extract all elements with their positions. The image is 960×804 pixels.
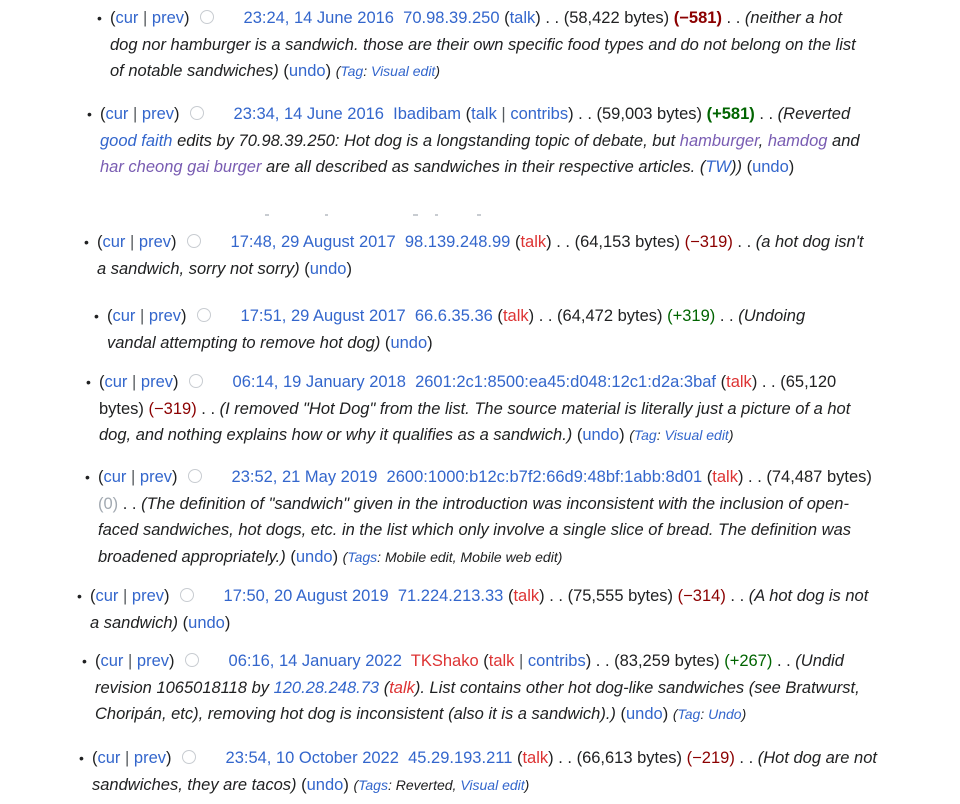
cur-link[interactable]: cur bbox=[104, 373, 128, 391]
talk-link[interactable]: talk bbox=[520, 233, 547, 251]
prev-link[interactable]: prev bbox=[151, 9, 185, 27]
history-entry: • (cur | prev) 23:52, 21 May 2019 2600:1000:b12c:b7f2:66d9:48bf:1abb:8d01 (talk) . . (74,487 bytes) (0) . . (The definition of "sandwich" given in the introduction was inconsistent with the inclusion of open-faced sandwiches, hot dogs, etc. in the list which only involve a single slice of bread. The definition was broadened appropriately.) (undo) (Tags: Mobile edit, Mobile web edit) bbox=[98, 464, 873, 570]
tag-list: (Tags: Mobile edit, Mobile web edit) bbox=[342, 548, 563, 565]
byte-diff: (0) bbox=[98, 494, 119, 513]
timestamp-link[interactable]: 06:14, 19 January 2018 bbox=[232, 373, 406, 391]
cur-link[interactable]: cur bbox=[97, 749, 121, 767]
user-link[interactable]: 45.29.193.211 bbox=[408, 749, 513, 767]
history-entry: • (cur | prev) 06:16, 14 January 2022 TKShako (talk | contribs) . . (83,259 bytes) (+267) . . (Undid revision 1065018118 by 120.28.248.73 (talk). List contains other hot dog-like sandwiches (see Bratwurst, Choripán, etc), removing hot dog is inconsistent (also it is a sandwich).) (undo) (Tag: Undo) bbox=[95, 648, 870, 728]
bullet: • bbox=[79, 750, 84, 766]
timestamp-link[interactable]: 17:50, 20 August 2019 bbox=[223, 587, 389, 605]
revision-radio[interactable] bbox=[185, 653, 199, 667]
prev-link[interactable]: prev bbox=[138, 233, 172, 251]
undo-link[interactable]: undo bbox=[582, 426, 620, 444]
contribs-link[interactable]: contribs bbox=[527, 652, 586, 670]
cur-link[interactable]: cur bbox=[95, 587, 119, 605]
prev-link[interactable]: prev bbox=[140, 373, 174, 391]
undo-link[interactable]: undo bbox=[188, 613, 225, 632]
undo-link[interactable]: undo bbox=[309, 259, 347, 278]
byte-size: (58,422 bytes) bbox=[563, 9, 670, 27]
tag-link[interactable]: Visual edit bbox=[370, 63, 436, 79]
byte-size: (66,613 bytes) bbox=[576, 749, 683, 767]
prev-link[interactable]: prev bbox=[141, 105, 175, 123]
bullet: • bbox=[86, 374, 91, 390]
cur-link[interactable]: cur bbox=[105, 105, 129, 123]
talk-link[interactable]: talk bbox=[522, 749, 549, 767]
byte-diff: (+319) bbox=[667, 307, 716, 325]
tag-link[interactable]: Undo bbox=[708, 706, 742, 722]
byte-diff: (−319) bbox=[684, 233, 733, 251]
cur-link[interactable]: cur bbox=[112, 307, 136, 325]
user-link[interactable]: 66.6.35.36 bbox=[414, 307, 493, 325]
byte-size: (83,259 bytes) bbox=[614, 652, 720, 670]
tag-list: (Tag: Visual edit) bbox=[335, 63, 440, 79]
byte-diff: (−219) bbox=[686, 749, 735, 767]
history-entry: • (cur | prev) 23:34, 14 June 2016 Ibadibam (talk | contribs) . . (59,003 bytes) (+581) . . (Reverted good faith edits by 70.98.39.250: Hot dog is a longstanding topic of debate, but hamburger, hamdog and har cheong gai burger are all described as sandwiches in their respective articles. (TW)) (undo) bbox=[100, 101, 860, 181]
good-faith-link[interactable]: good faith bbox=[100, 131, 173, 150]
cur-link[interactable]: cur bbox=[102, 233, 126, 251]
cur-link[interactable]: cur bbox=[100, 652, 124, 670]
contribs-link[interactable]: contribs bbox=[510, 105, 569, 123]
clipped-text-fragment bbox=[265, 214, 495, 220]
byte-diff: (−314) bbox=[677, 587, 726, 605]
undo-link[interactable]: undo bbox=[288, 62, 326, 80]
hamdog-link[interactable]: hamdog bbox=[767, 131, 828, 150]
revision-radio[interactable] bbox=[190, 106, 204, 120]
tag-list: (Tag: Visual edit) bbox=[629, 427, 734, 443]
tags-label-link[interactable]: Tags bbox=[347, 548, 378, 565]
prev-link[interactable]: prev bbox=[136, 652, 170, 670]
byte-size: (59,003 bytes) bbox=[596, 105, 702, 123]
byte-diff: (+581) bbox=[706, 105, 755, 123]
user-link[interactable]: 2601:2c1:8500:ea45:d048:12c1:d2a:3baf bbox=[415, 373, 717, 391]
tags-label-link[interactable]: Tags bbox=[358, 776, 388, 793]
revision-radio[interactable] bbox=[182, 750, 196, 764]
revision-radio[interactable] bbox=[200, 10, 214, 24]
user-link[interactable]: 2600:1000:b12c:b7f2:66d9:48bf:1abb:8d01 bbox=[386, 468, 703, 486]
byte-diff: (+267) bbox=[724, 652, 773, 670]
talk-link[interactable]: talk bbox=[712, 468, 738, 486]
bullet: • bbox=[82, 653, 87, 669]
bullet: • bbox=[85, 469, 90, 485]
prev-link[interactable]: prev bbox=[131, 587, 165, 605]
hamburger-link[interactable]: hamburger bbox=[679, 131, 759, 150]
user-link[interactable]: 98.139.248.99 bbox=[404, 233, 511, 251]
byte-size: (74,487 bytes) bbox=[766, 468, 872, 486]
history-entry: • (cur | prev) 17:48, 29 August 2017 98.139.248.99 (talk) . . (64,153 bytes) (−319) . . (a hot dog isn't a sandwich, sorry not sorry) (undo) bbox=[97, 229, 867, 282]
edit-summary: (I removed "Hot Dog" from the list. The source material is literally just a picture of a hot dog, and nothing explains how or why it qualifies as a sandwich.) bbox=[99, 399, 851, 444]
tag-label-link[interactable]: Tag bbox=[633, 427, 657, 443]
user-link[interactable]: Ibadibam bbox=[393, 105, 462, 123]
prev-link[interactable]: prev bbox=[148, 307, 182, 325]
talk-link[interactable]: talk bbox=[488, 652, 515, 670]
timestamp-link[interactable]: 06:16, 14 January 2022 bbox=[228, 652, 402, 670]
history-entry: • (cur | prev) 23:24, 14 June 2016 70.98.39.250 (talk) . . (58,422 bytes) (−581) . . (neither a hot dog nor hamburger is a sandwich. those are their own specific food types and do not belong on the list of notable sandwiches) (undo) (Tag: Visual edit) bbox=[110, 5, 860, 85]
timestamp-link[interactable]: 17:51, 29 August 2017 bbox=[240, 307, 406, 325]
timestamp-link[interactable]: 23:24, 14 June 2016 bbox=[243, 9, 394, 27]
cur-link[interactable]: cur bbox=[103, 468, 127, 486]
byte-diff: (−581) bbox=[673, 9, 722, 27]
twinkle-link[interactable]: TW bbox=[705, 158, 731, 176]
revision-radio[interactable] bbox=[197, 308, 211, 322]
bullet: • bbox=[77, 588, 82, 604]
history-entry: • (cur | prev) 06:14, 19 January 2018 2601:2c1:8500:ea45:d048:12c1:d2a:3baf (talk) . . (65,120 bytes) (−319) . . (I removed "Hot Dog" from the list. The source material is literally just a picture of a hot dog, and nothing explains how or why it qualifies as a sandwich.) (undo) (Tag: Visual edit) bbox=[99, 369, 874, 449]
revision-radio[interactable] bbox=[188, 469, 202, 483]
undo-link[interactable]: undo bbox=[306, 775, 344, 794]
tag-list: (Tag: Undo) bbox=[672, 706, 747, 722]
bullet: • bbox=[84, 234, 89, 250]
undo-link[interactable]: undo bbox=[390, 333, 428, 352]
history-entry: • (cur | prev) 17:51, 29 August 2017 66.6.35.36 (talk) . . (64,472 bytes) (+319) . . (Undoing vandal attempting to remove hot dog) (undo) bbox=[107, 303, 847, 356]
edit-summary: (The definition of "sandwich" given in the introduction was inconsistent with the inclusion of open-faced sandwiches, hot dogs, etc. in the list which only involve a single slice of bread. The definition was broadened appropriately.) bbox=[98, 494, 851, 566]
reverted-user-talk-link[interactable]: talk bbox=[389, 678, 415, 697]
edit-summary: (Reverted good faith edits by 70.98.39.250: Hot dog is a longstanding topic of debate, but hamburger, hamdog and har cheong gai burger are all described as sandwiches in their respective articles. (TW)) bbox=[100, 105, 860, 176]
talk-link[interactable]: talk bbox=[726, 373, 752, 391]
timestamp-link[interactable]: 23:52, 21 May 2019 bbox=[231, 468, 378, 486]
history-entry: • (cur | prev) 17:50, 20 August 2019 71.224.213.33 (talk) . . (75,555 bytes) (−314) . . (A hot dog is not a sandwich) (undo) bbox=[90, 583, 875, 636]
revision-radio[interactable] bbox=[180, 588, 194, 602]
edit-summary: (A hot dog is not a sandwich) bbox=[90, 587, 869, 632]
talk-link[interactable]: talk bbox=[513, 587, 540, 605]
byte-size: (65,120 bytes) bbox=[99, 373, 837, 418]
byte-diff: (−319) bbox=[148, 399, 197, 418]
har-cheong-gai-burger-link[interactable]: har cheong gai burger bbox=[100, 158, 262, 176]
tag-link[interactable]: Visual edit bbox=[460, 776, 525, 793]
talk-link[interactable]: talk bbox=[502, 307, 529, 325]
prev-link[interactable]: prev bbox=[139, 468, 173, 486]
bullet: • bbox=[97, 10, 102, 26]
timestamp-link[interactable]: 23:34, 14 June 2016 bbox=[233, 105, 384, 123]
talk-link[interactable]: talk bbox=[509, 9, 536, 27]
byte-size: (64,472 bytes) bbox=[557, 307, 663, 325]
tag-label-link[interactable]: Tag bbox=[340, 63, 364, 79]
reverted-user-link[interactable]: 120.28.248.73 bbox=[273, 678, 380, 697]
prev-link[interactable]: prev bbox=[133, 749, 167, 767]
bullet: • bbox=[94, 308, 99, 324]
talk-link[interactable]: talk bbox=[471, 105, 497, 123]
user-link[interactable]: 71.224.213.33 bbox=[397, 587, 504, 605]
undo-link[interactable]: undo bbox=[626, 705, 663, 723]
timestamp-link[interactable]: 23:54, 10 October 2022 bbox=[225, 749, 399, 767]
edit-summary: (Hot dog are not sandwiches, they are tacos) bbox=[92, 749, 877, 794]
tag-label-link[interactable]: Tag bbox=[677, 706, 701, 722]
cur-link[interactable]: cur bbox=[115, 9, 139, 27]
edit-summary: (Undid revision 1065018118 by 120.28.248.73 (talk). List contains other hot dog-like sandwiches (see Bratwurst, Choripán, etc), removing hot dog is inconsistent (also it is a sandwich).) bbox=[95, 652, 860, 723]
edit-summary: (Undoing vandal attempting to remove hot dog) bbox=[107, 307, 806, 352]
undo-link[interactable]: undo bbox=[295, 547, 333, 566]
byte-size: (64,153 bytes) bbox=[574, 233, 681, 251]
byte-size: (75,555 bytes) bbox=[567, 587, 674, 605]
timestamp-link[interactable]: 17:48, 29 August 2017 bbox=[230, 233, 396, 251]
user-link[interactable]: TKShako bbox=[410, 652, 479, 670]
edit-summary: (a hot dog isn't a sandwich, sorry not sorry) bbox=[97, 233, 864, 278]
undo-link[interactable]: undo bbox=[752, 158, 789, 176]
history-entry: • (cur | prev) 23:54, 10 October 2022 45.29.193.211 (talk) . . (66,613 bytes) (−219) . . (Hot dog are not sandwiches, they are tacos) (undo) (Tags: Reverted, Visual edit) bbox=[92, 745, 882, 798]
revision-radio[interactable] bbox=[189, 374, 203, 388]
tag-list: (Tags: Reverted, Visual edit) bbox=[353, 776, 530, 793]
edit-summary: (neither a hot dog nor hamburger is a sandwich. those are their own specific food types and do not belong on the list of notable sandwiches) bbox=[110, 9, 856, 80]
tag-link[interactable]: Visual edit bbox=[664, 427, 729, 443]
user-link[interactable]: 70.98.39.250 bbox=[403, 9, 500, 27]
bullet: • bbox=[87, 106, 92, 122]
revision-radio[interactable] bbox=[187, 234, 201, 248]
